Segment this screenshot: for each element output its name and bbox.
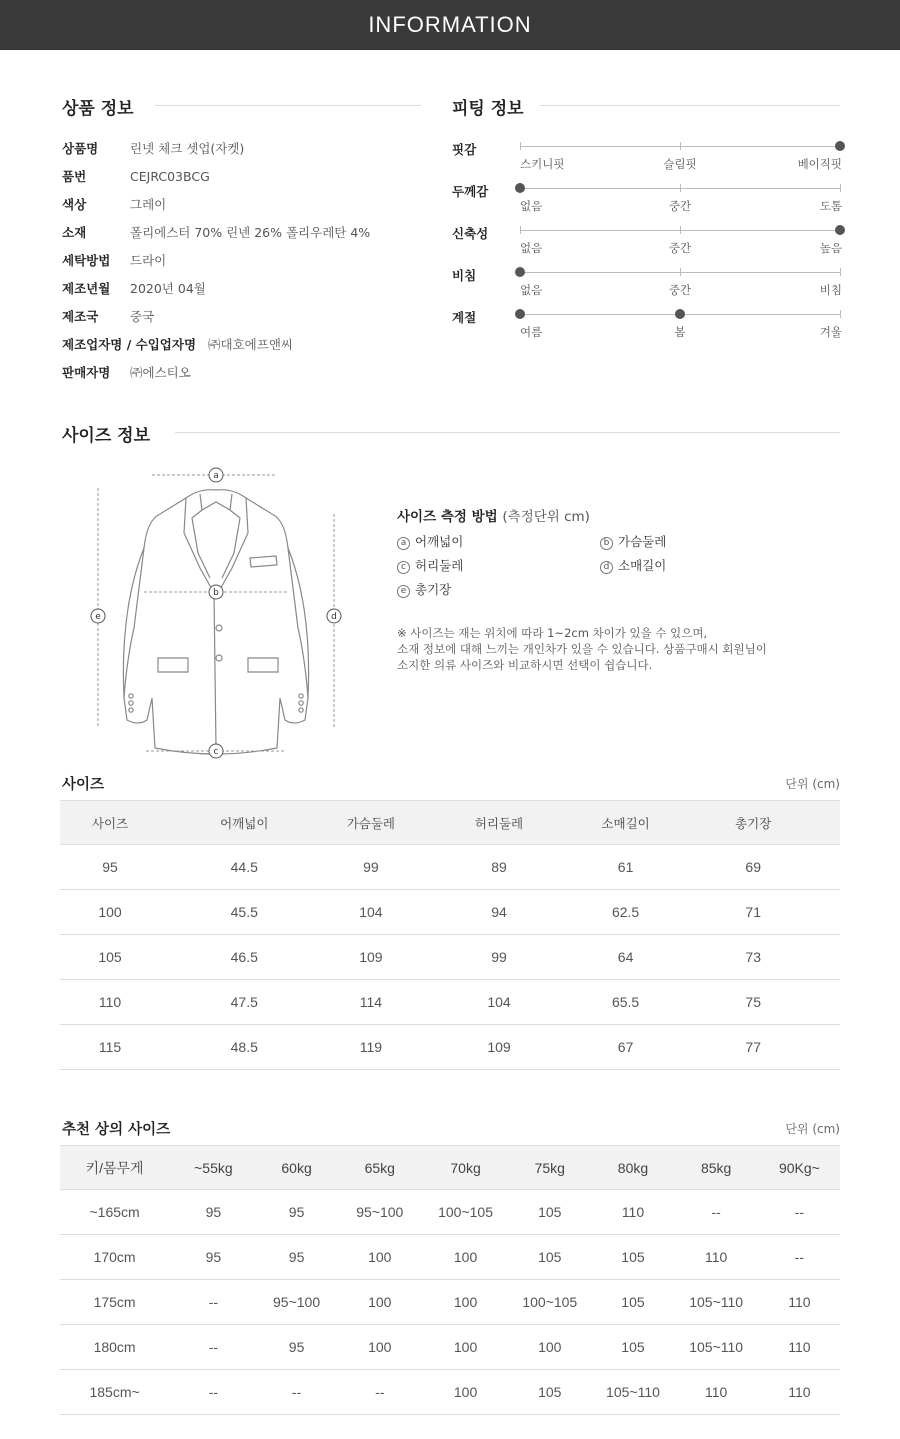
product-info-row — [62, 307, 154, 327]
info-label: 상품명 — [62, 141, 99, 156]
table-cell: 75 — [666, 980, 840, 1025]
size-table-unit: 단위 (cm) — [785, 777, 840, 791]
fitting-selected-dot — [675, 309, 685, 319]
table-header-cell: 85kg — [674, 1146, 759, 1190]
table-cell: 105 — [592, 1280, 673, 1325]
legend-title-text: 사이즈 측정 방법 — [397, 509, 498, 525]
table-header-cell: 어깨넓이 — [160, 801, 328, 845]
table-cell: -- — [169, 1370, 257, 1415]
table-cell: 95 — [169, 1190, 257, 1235]
fitting-option: 비침 — [819, 283, 842, 297]
table-cell: 110 — [759, 1325, 840, 1370]
product-info-row — [62, 363, 191, 383]
table-cell: 119 — [329, 1025, 414, 1070]
table-cell: ~165cm — [60, 1190, 169, 1235]
fitting-option: 없음 — [520, 241, 543, 255]
info-value: 2020년 04월 — [130, 281, 206, 296]
table-cell: -- — [674, 1190, 759, 1235]
fitting-option: 중간 — [668, 283, 692, 297]
table-cell: 100~105 — [507, 1280, 592, 1325]
table-cell: 45.5 — [160, 890, 328, 935]
table-cell: -- — [336, 1370, 424, 1415]
table-cell: -- — [169, 1325, 257, 1370]
table-cell: 95 — [60, 845, 160, 890]
table-header-cell: ~55kg — [169, 1146, 257, 1190]
table-cell: 95~100 — [336, 1190, 424, 1235]
table-cell: 110 — [759, 1280, 840, 1325]
table-cell: 62.5 — [585, 890, 667, 935]
fitting-option: 높음 — [819, 241, 842, 255]
product-info-title: 상품 정보 — [62, 99, 134, 119]
legend-label: 어깨넓이 — [415, 534, 464, 549]
table-header-cell: 75kg — [507, 1146, 592, 1190]
info-label: 세탁방법 — [62, 253, 111, 268]
table-cell: 110 — [674, 1235, 759, 1280]
fitting-row — [452, 184, 842, 224]
fitting-option: 겨울 — [819, 325, 842, 339]
info-label: 품번 — [62, 169, 87, 184]
legend-label: 소매길이 — [618, 558, 667, 573]
info-banner — [0, 0, 900, 50]
fitting-option: 없음 — [520, 283, 543, 297]
table-cell: 104 — [329, 890, 414, 935]
fitting-row — [452, 226, 842, 266]
size-note — [397, 625, 767, 673]
info-label: 제조년월 — [62, 281, 111, 296]
legend-mark: e — [397, 585, 410, 598]
fitting-tick — [840, 184, 841, 192]
table-cell: 185cm~ — [60, 1370, 169, 1415]
table-cell: 99 — [329, 845, 414, 890]
info-value: 린넷 체크 셋업(자켓) — [130, 141, 245, 156]
product-info-row — [62, 167, 210, 187]
fitting-tick — [680, 226, 681, 234]
info-value: 드라이 — [130, 253, 167, 268]
fitting-tick — [840, 310, 841, 318]
table-cell: 104 — [413, 980, 585, 1025]
jacket-size-diagram — [80, 458, 370, 763]
table-cell: 109 — [329, 935, 414, 980]
info-label: 판매자명 — [62, 365, 111, 380]
table-header-cell: 키/몸무게 — [60, 1146, 169, 1190]
table-header-cell: 65kg — [336, 1146, 424, 1190]
table-cell: 105 — [592, 1235, 673, 1280]
banner-title: INFORMATION — [368, 12, 532, 37]
note-line: ※ 사이즈는 재는 위치에 따라 1~2cm 차이가 있을 수 있으며, — [397, 626, 708, 640]
marker-e-label: e — [95, 612, 101, 622]
marker-b-label: b — [213, 588, 219, 598]
note-line: 소지한 의류 사이즈와 비교하시면 선택이 쉽습니다. — [397, 658, 653, 672]
table-cell: 114 — [329, 980, 414, 1025]
table-cell: 100 — [424, 1280, 507, 1325]
table-cell: -- — [759, 1235, 840, 1280]
fitting-label: 두께감 — [452, 184, 489, 199]
table-cell: 48.5 — [160, 1025, 328, 1070]
fitting-option: 슬림핏 — [663, 157, 697, 171]
product-info-row — [62, 139, 244, 159]
table-cell: 175cm — [60, 1280, 169, 1325]
info-value: 그레이 — [130, 197, 167, 212]
legend-item — [397, 532, 463, 550]
table-row — [60, 1190, 840, 1235]
size-info-title: 사이즈 정보 — [62, 426, 151, 446]
fitting-option: 도톰 — [819, 199, 842, 213]
table-row — [60, 1370, 840, 1415]
fitting-tick — [520, 142, 521, 150]
info-value: 폴리에스터 70% 린넨 26% 폴리우레탄 4% — [130, 225, 371, 240]
legend-mark: d — [600, 561, 613, 574]
table-cell: 110 — [60, 980, 160, 1025]
table-cell: 61 — [585, 845, 667, 890]
fitting-option: 중간 — [668, 199, 692, 213]
measure-legend — [397, 505, 837, 525]
product-info-row — [62, 223, 370, 243]
divider — [175, 432, 840, 433]
fitting-selected-dot — [515, 267, 525, 277]
table-cell: 65.5 — [585, 980, 667, 1025]
table-cell: 100 — [60, 890, 160, 935]
info-label: 제조업자명 / 수입업자명 — [62, 337, 197, 352]
table-cell: 105~110 — [592, 1370, 673, 1415]
fitting-row — [452, 142, 842, 182]
product-info-row — [62, 195, 166, 215]
fitting-tick — [680, 268, 681, 276]
table-header-cell: 허리둘레 — [413, 801, 585, 845]
table-cell: 95~100 — [258, 1280, 336, 1325]
table-cell: 100 — [336, 1325, 424, 1370]
table-cell: 180cm — [60, 1325, 169, 1370]
info-label: 색상 — [62, 197, 87, 212]
info-label: 제조국 — [62, 309, 99, 324]
fitting-option: 중간 — [668, 241, 692, 255]
table-cell: 100 — [424, 1370, 507, 1415]
fitting-option: 스키니핏 — [520, 157, 565, 171]
table-cell: 115 — [60, 1025, 160, 1070]
table-cell: 110 — [592, 1190, 673, 1235]
table-row — [60, 935, 840, 980]
legend-mark: c — [397, 561, 410, 574]
table-row — [60, 845, 840, 890]
fitting-option: 베이직핏 — [797, 157, 842, 171]
info-value: 중국 — [130, 309, 155, 324]
fitting-tick — [840, 268, 841, 276]
table-cell: 100 — [336, 1235, 424, 1280]
table-header-cell: 총기장 — [666, 801, 840, 845]
table-header-cell: 60kg — [258, 1146, 336, 1190]
table-cell: 110 — [674, 1370, 759, 1415]
table-cell: 109 — [413, 1025, 585, 1070]
table-cell: 64 — [585, 935, 667, 980]
info-value: CEJRC03BCG — [130, 169, 210, 184]
fitting-option: 봄 — [674, 325, 686, 339]
table-header-cell: 80kg — [592, 1146, 673, 1190]
fitting-label: 계절 — [452, 310, 477, 325]
table-row — [60, 1280, 840, 1325]
legend-item — [397, 556, 463, 574]
fitting-option: 없음 — [520, 199, 543, 213]
fitting-tick — [680, 142, 681, 150]
product-info-row — [62, 335, 293, 355]
table-row — [60, 1325, 840, 1370]
table-cell: 69 — [666, 845, 840, 890]
fitting-tick — [680, 184, 681, 192]
legend-label: 총기장 — [415, 582, 452, 597]
table-cell: 100 — [507, 1325, 592, 1370]
fitting-label: 신축성 — [452, 226, 489, 241]
table-header-cell: 가슴둘레 — [329, 801, 414, 845]
fitting-label: 비침 — [452, 268, 477, 283]
marker-c-label: c — [213, 747, 219, 757]
table-header-cell: 소매길이 — [585, 801, 667, 845]
legend-title — [397, 505, 837, 525]
table-cell: -- — [759, 1190, 840, 1235]
reco-table-unit: 단위 (cm) — [785, 1122, 840, 1136]
size-table-caption: 사이즈 — [62, 777, 105, 793]
fitting-tick — [520, 226, 521, 234]
table-cell: 71 — [666, 890, 840, 935]
table-cell: 105~110 — [674, 1325, 759, 1370]
product-info-row — [62, 251, 166, 271]
table-cell: 44.5 — [160, 845, 328, 890]
table-cell: 95 — [169, 1235, 257, 1280]
marker-d-label: d — [331, 612, 337, 622]
info-value: ㈜대호에프앤씨 — [208, 337, 293, 352]
table-cell: 105 — [507, 1190, 592, 1235]
fitting-row — [452, 310, 842, 350]
table-cell: 100~105 — [424, 1190, 507, 1235]
fitting-label: 핏감 — [452, 142, 477, 157]
table-row — [60, 1025, 840, 1070]
fitting-row — [452, 268, 842, 308]
table-cell: 105 — [60, 935, 160, 980]
table-row — [60, 980, 840, 1025]
legend-mark: a — [397, 537, 410, 550]
table-cell: 95 — [258, 1235, 336, 1280]
size-table — [60, 800, 840, 1070]
table-cell: 47.5 — [160, 980, 328, 1025]
product-info-row — [62, 279, 206, 299]
table-cell: 46.5 — [160, 935, 328, 980]
table-header-cell: 90Kg~ — [759, 1146, 840, 1190]
fitting-option: 여름 — [520, 325, 543, 339]
table-cell: -- — [258, 1370, 336, 1415]
info-label: 소재 — [62, 225, 87, 240]
table-cell: 95 — [258, 1190, 336, 1235]
table-cell: 105 — [507, 1235, 592, 1280]
fitting-selected-dot — [835, 225, 845, 235]
table-cell: 77 — [666, 1025, 840, 1070]
legend-item — [600, 556, 666, 574]
table-cell: 100 — [424, 1325, 507, 1370]
table-cell: 67 — [585, 1025, 667, 1070]
table-cell: 95 — [258, 1325, 336, 1370]
legend-item — [397, 580, 451, 598]
table-cell: 73 — [666, 935, 840, 980]
fitting-selected-dot — [515, 309, 525, 319]
divider — [540, 105, 840, 106]
reco-table-caption: 추천 상의 사이즈 — [62, 1122, 171, 1138]
marker-a-label: a — [213, 471, 219, 481]
fitting-selected-dot — [835, 141, 845, 151]
table-cell: 99 — [413, 935, 585, 980]
table-cell: -- — [169, 1280, 257, 1325]
divider — [155, 105, 421, 106]
table-cell: 100 — [424, 1235, 507, 1280]
table-cell: 94 — [413, 890, 585, 935]
legend-item — [600, 532, 666, 550]
note-line: 소재 정보에 대해 느끼는 개인차가 있을 수 있습니다. 상품구매시 회원님이 — [397, 642, 767, 656]
table-row — [60, 1235, 840, 1280]
table-header-cell: 사이즈 — [60, 801, 160, 845]
fitting-info-title: 피팅 정보 — [452, 99, 524, 119]
info-value: ㈜에스티오 — [130, 365, 191, 380]
legend-mark: b — [600, 537, 613, 550]
fitting-selected-dot — [515, 183, 525, 193]
table-cell: 110 — [759, 1370, 840, 1415]
table-row — [60, 890, 840, 935]
table-header-cell: 70kg — [424, 1146, 507, 1190]
table-cell: 170cm — [60, 1235, 169, 1280]
reco-table — [60, 1145, 840, 1415]
legend-label: 허리둘레 — [415, 558, 464, 573]
table-cell: 89 — [413, 845, 585, 890]
legend-label: 가슴둘레 — [618, 534, 667, 549]
table-cell: 105 — [592, 1325, 673, 1370]
table-cell: 105 — [507, 1370, 592, 1415]
table-cell: 105~110 — [674, 1280, 759, 1325]
legend-unit: (측정단위 cm) — [502, 509, 590, 525]
table-cell: 100 — [336, 1280, 424, 1325]
